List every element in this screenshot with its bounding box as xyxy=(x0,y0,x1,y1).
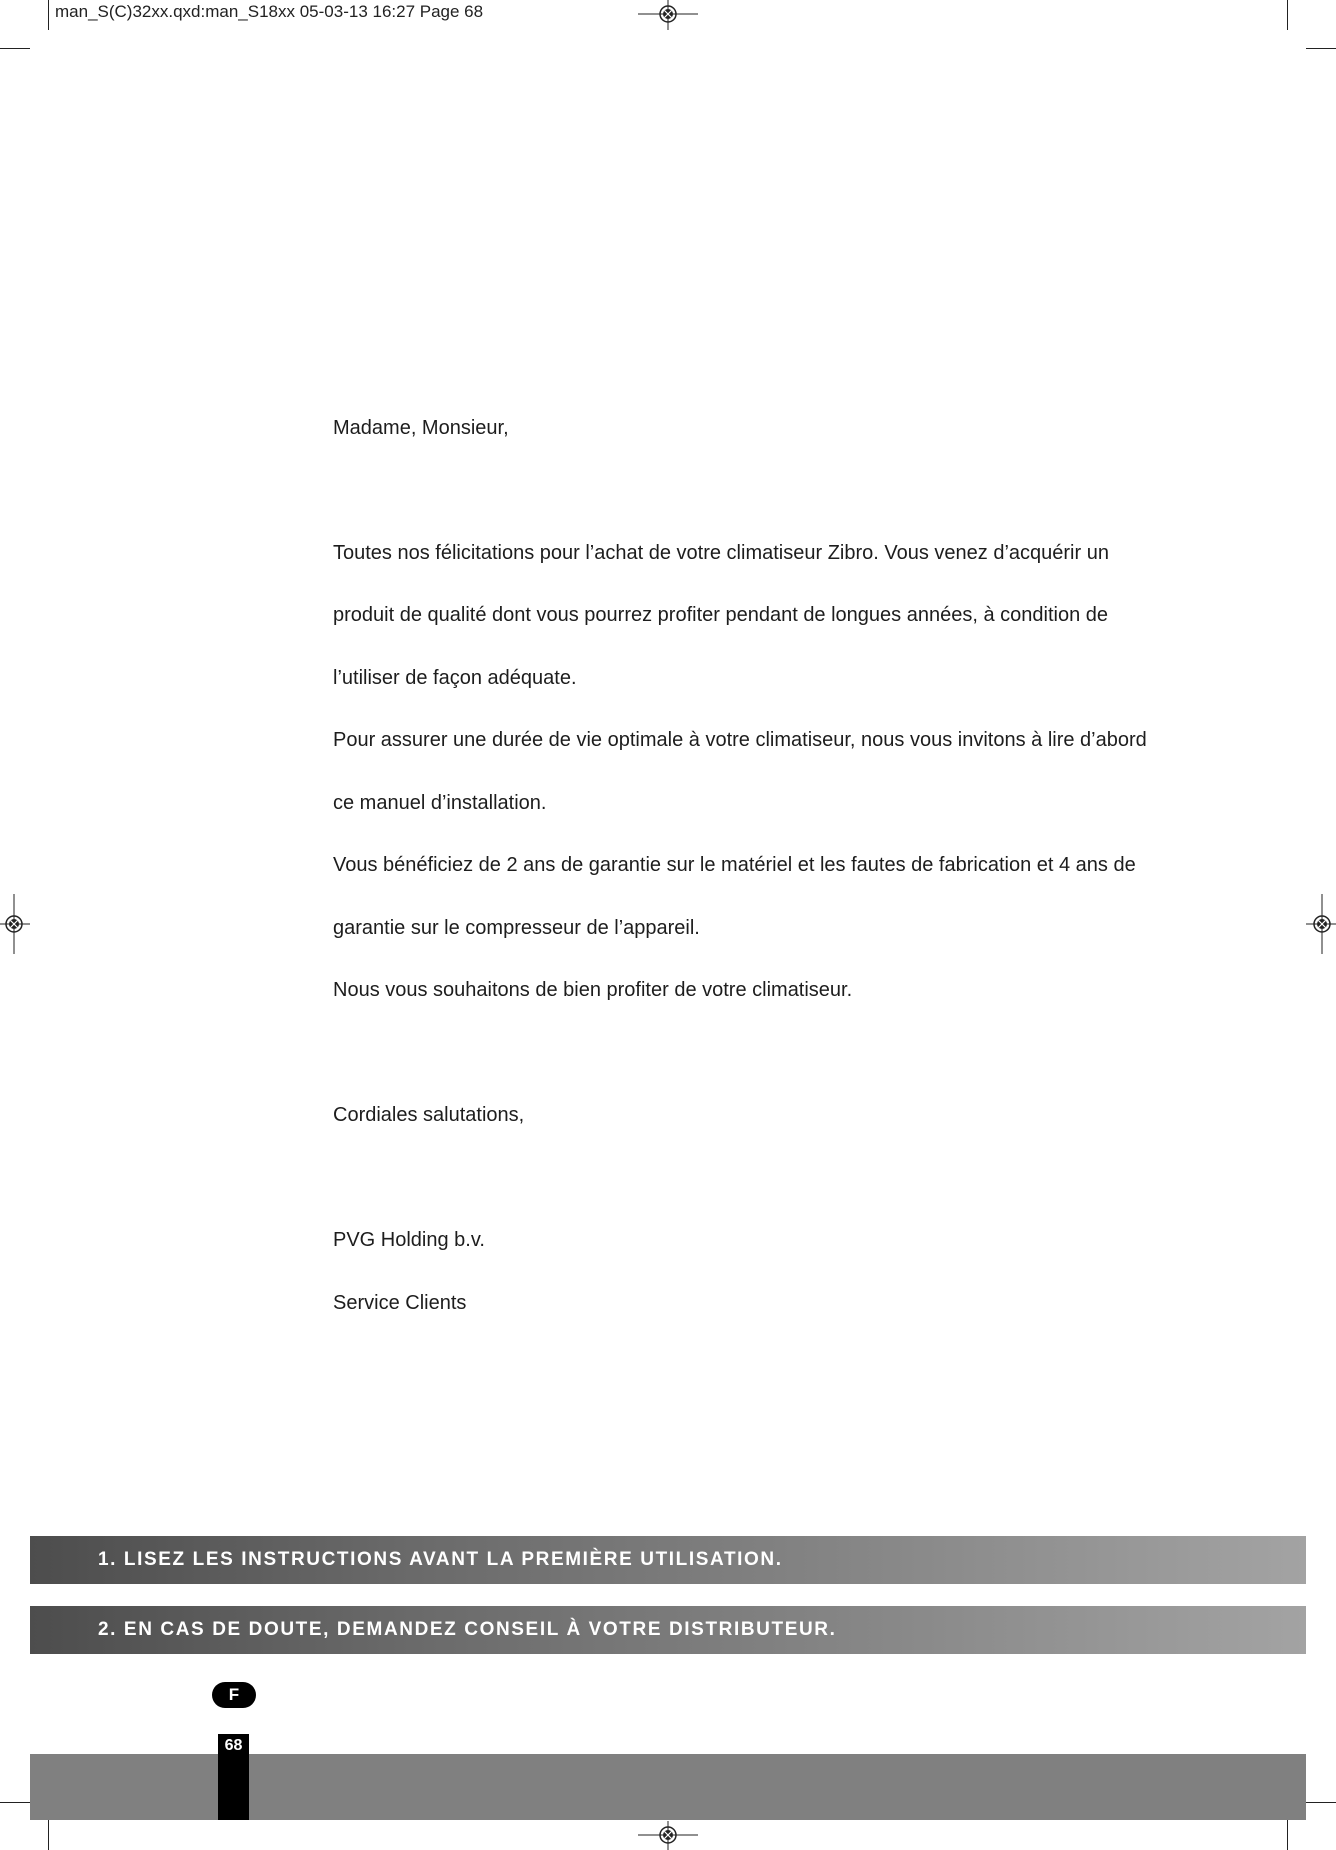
crop-mark-bottom-right-h xyxy=(1306,1802,1336,1803)
registration-mark-top-icon xyxy=(638,0,698,30)
letter-department: Service Clients xyxy=(333,1292,467,1314)
registration-mark-bottom-icon xyxy=(638,1821,698,1850)
notice-band-2 xyxy=(30,1606,1306,1654)
print-slug: man_S(C)32xx.qxd:man_S18xx 05-03-13 16:27 Page 68 xyxy=(55,2,484,21)
letter-body-line: Vous bénéficiez de 2 ans de garantie sur le matériel et les fautes de fabrication et 4 ans de xyxy=(333,854,1136,876)
letter-company: PVG Holding b.v. xyxy=(333,1229,485,1251)
registration-mark-left-icon xyxy=(0,894,30,954)
language-badge: F xyxy=(212,1682,256,1708)
notice-band-1 xyxy=(30,1536,1306,1584)
letter-closing: Cordiales salutations, xyxy=(333,1104,525,1126)
registration-mark-right-icon xyxy=(1306,894,1336,954)
letter-body-line: l’utiliser de façon adéquate. xyxy=(333,667,577,689)
notice-text: 1. LISEZ LES INSTRUCTIONS AVANT LA PREMIÈRE UTILISATION. xyxy=(98,1549,783,1570)
crop-mark-bottom-left-v xyxy=(48,1820,49,1850)
crop-mark-top-left-h xyxy=(0,48,30,49)
letter-salutation: Madame, Monsieur, xyxy=(333,417,509,439)
letter-body-line: Toutes nos félicitations pour l’achat de votre climatiseur Zibro. Vous venez d’acquérir un xyxy=(333,542,1109,564)
crop-mark-bottom-right-v xyxy=(1287,1820,1288,1850)
notice-text: 2. EN CAS DE DOUTE, DEMANDEZ CONSEIL À VOTRE DISTRIBUTEUR. xyxy=(98,1619,837,1640)
crop-mark-top-left-v xyxy=(48,0,49,30)
letter-body-line: produit de qualité dont vous pourrez profiter pendant de longues années, à condition de xyxy=(333,604,1108,626)
crop-mark-top-right-v xyxy=(1287,0,1288,30)
page-number: 68 xyxy=(218,1734,249,1820)
letter-body-line: ce manuel d’installation. xyxy=(333,792,547,814)
letter-body-line: garantie sur le compresseur de l’appareil. xyxy=(333,917,700,939)
crop-mark-bottom-left-h xyxy=(0,1802,30,1803)
crop-mark-top-right-h xyxy=(1306,48,1336,49)
letter-body-line: Nous vous souhaitons de bien profiter de votre climatiseur. xyxy=(333,979,853,1001)
letter-body-line: Pour assurer une durée de vie optimale à votre climatiseur, nous vous invitons à lire d’abord xyxy=(333,729,1147,751)
